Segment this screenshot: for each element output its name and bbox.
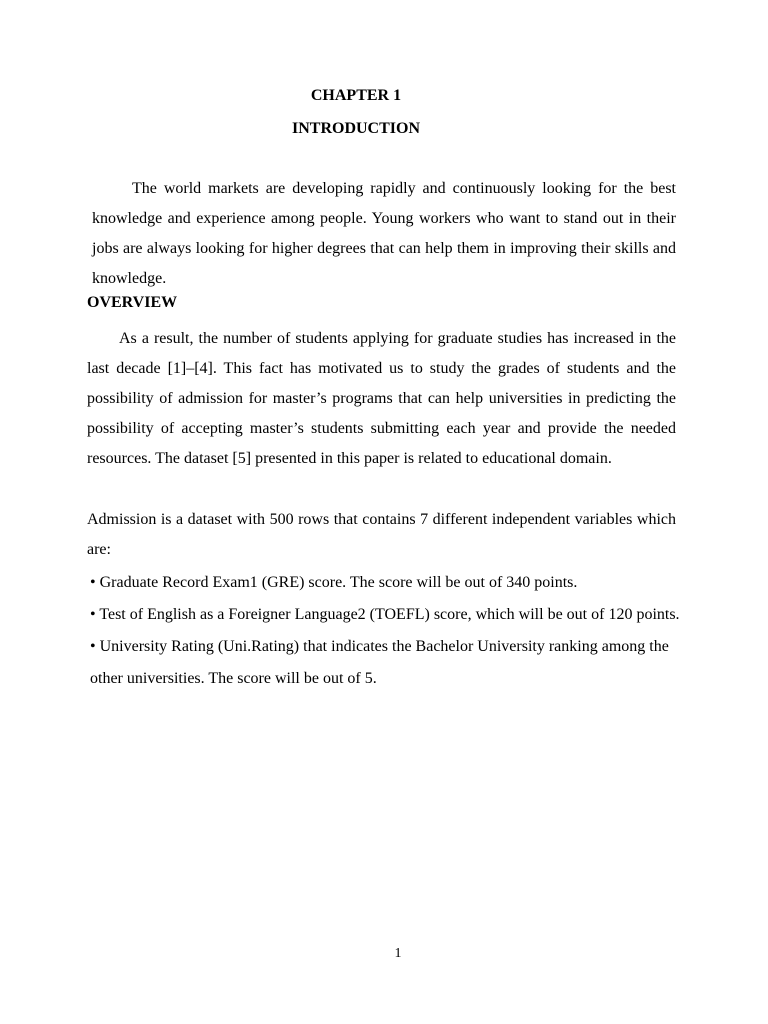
chapter-title: INTRODUCTION [291, 120, 420, 137]
variable-list [90, 567, 680, 695]
overview-heading: OVERVIEW [87, 294, 178, 311]
list-item-toefl: • Test of English as a Foreigner Language2 (TOEFL) score, which will be out of 120 points. [90, 606, 680, 623]
intro-paragraph: The world markets are developing rapidly and continuously looking for the best knowledge and experience among people. Young workers who want to stand out in their jobs are always looking for higher degrees that can help them in improving their skills and knowledge. [92, 180, 676, 287]
overview-paragraph: As a result, the number of students applying for graduate studies has increased in the last decade [1]–[4]. This fact has motivated us to study the grades of students and the possibility of admission for master’s programs that can help universities in predicting the possibility of accepting master’s students submitting each year and provide the needed resources. The dataset [5] presented in this paper is related to educational domain. [87, 330, 676, 467]
list-item-gre: • Graduate Record Exam1 (GRE) score. The score will be out of 340 points. [90, 574, 578, 591]
list-item-university-rating: • University Rating (Uni.Rating) that indicates the Bachelor University ranking among the other universities. The score will be out of 5. [90, 638, 669, 687]
chapter-heading: CHAPTER 1 [310, 87, 402, 104]
page-number: 1 [394, 946, 402, 961]
admission-paragraph: Admission is a dataset with 500 rows that contains 7 different independent variables which are: [87, 511, 676, 558]
